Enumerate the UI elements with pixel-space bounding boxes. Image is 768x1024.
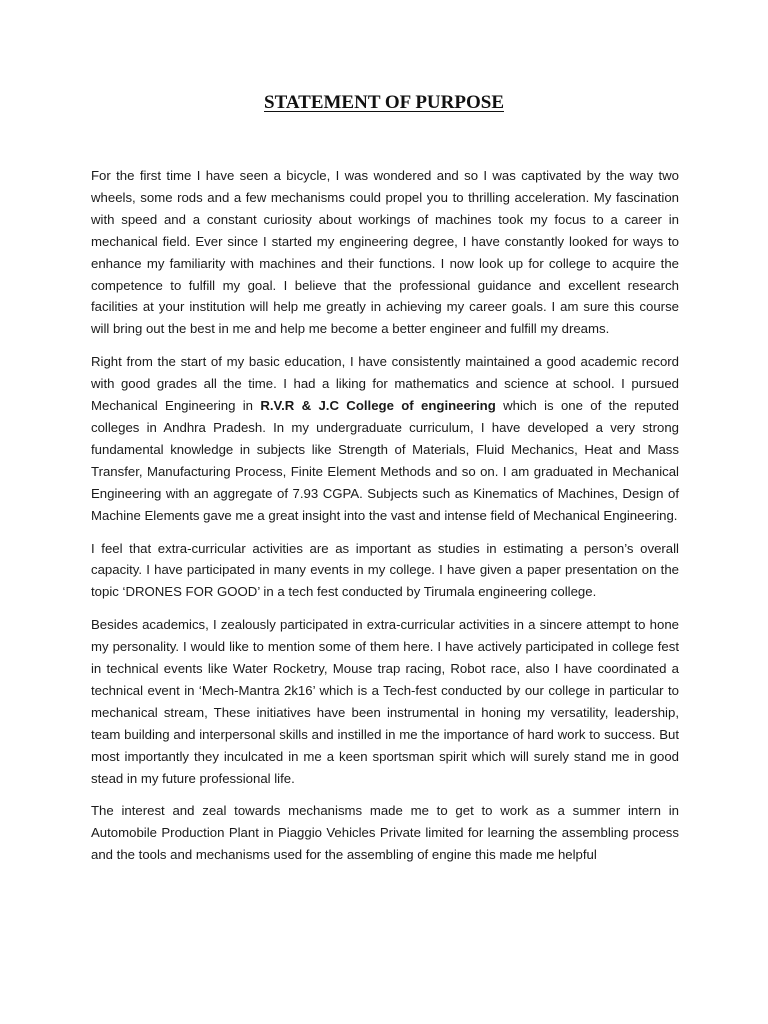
paragraph-extracurricular: I feel that extra-curricular activities are as important as studies in estimating a person’s overall capacity. I have participated in many events in my college. I have given a paper presentation on the topic ‘DRONES FOR GOOD’ in a tech fest conducted by Tirumala engineering college. bbox=[91, 540, 679, 600]
paragraph-education bbox=[91, 351, 679, 526]
college-name: R.V.R & J.C College of engineering bbox=[260, 398, 496, 414]
page-title bbox=[0, 92, 768, 114]
paragraph-intro: For the first time I have seen a bicycle, I was wondered and so I was captivated by the way two wheels, some rods and a few mechanisms could propel you to thrilling acceleration. My fascination with speed and a constant curiosity about workings of machines took my focus to a career in mechanical field. Ever since I started my engineering degree, I have constantly looked for ways to enhance my familiarity with machines and their functions. I now look up for college to acquire the competence to fulfill my goal. I believe that the professional guidance and excellent research facilities at your institution will help me greatly in achieving my career goals. I am sure this course will bring out the best in me and help me become a better engineer and fulfill my dreams. bbox=[91, 168, 679, 337]
paragraph-education-end: which is one of the reputed colleges in Andhra Pradesh. In my undergraduate curriculum, I have developed a very strong fundamental knowledge in subjects like Strength of Materials, Fluid Mechanics, Heat and Mass Transfer, Manufacturing Process, Finite Element Methods and so on. I am graduated in Mechanical Engineering with an aggregate of 7.93 CGPA. Subjects such as Kinematics of Machines, Design of Machine Elements gave me a great insight into the vast and intense field of Mechanical Engineering. bbox=[91, 398, 679, 523]
document-body bbox=[91, 165, 679, 877]
paragraph-education-start: Right from the start of my basic education, I have consistently maintained a good academic record with good grades all the time. I had a liking for mathematics and science at school. I pursued Mechanical Engineering in bbox=[91, 354, 679, 414]
paragraph-activities: Besides academics, I zealously participated in extra-curricular activities in a sincere attempt to hone my personality. I would like to mention some of them here. I have actively participated in college fest in technical events like Water Rocketry, Mouse trap racing, Robot race, also I have coordinated a technical event in ‘Mech-Mantra 2k16’ which is a Tech-fest conducted by our college in particular to mechanical stream, These initiatives have been instrumental in honing my versatility, leadership, team building and interpersonal skills and instilled in me the importance of hard work to success. But most importantly they inculcated in me a keen sportsman spirit which will surely stand me in good stead in my future professional life. bbox=[91, 617, 679, 786]
paragraph-internship: The interest and zeal towards mechanisms made me to get to work as a summer intern in Automobile Production Plant in Piaggio Vehicles Private limited for learning the assembling process and the tools and mechanisms used for the assembling of engine this made me helpful bbox=[91, 803, 679, 863]
page-title-text: STATEMENT OF PURPOSE bbox=[264, 92, 504, 113]
